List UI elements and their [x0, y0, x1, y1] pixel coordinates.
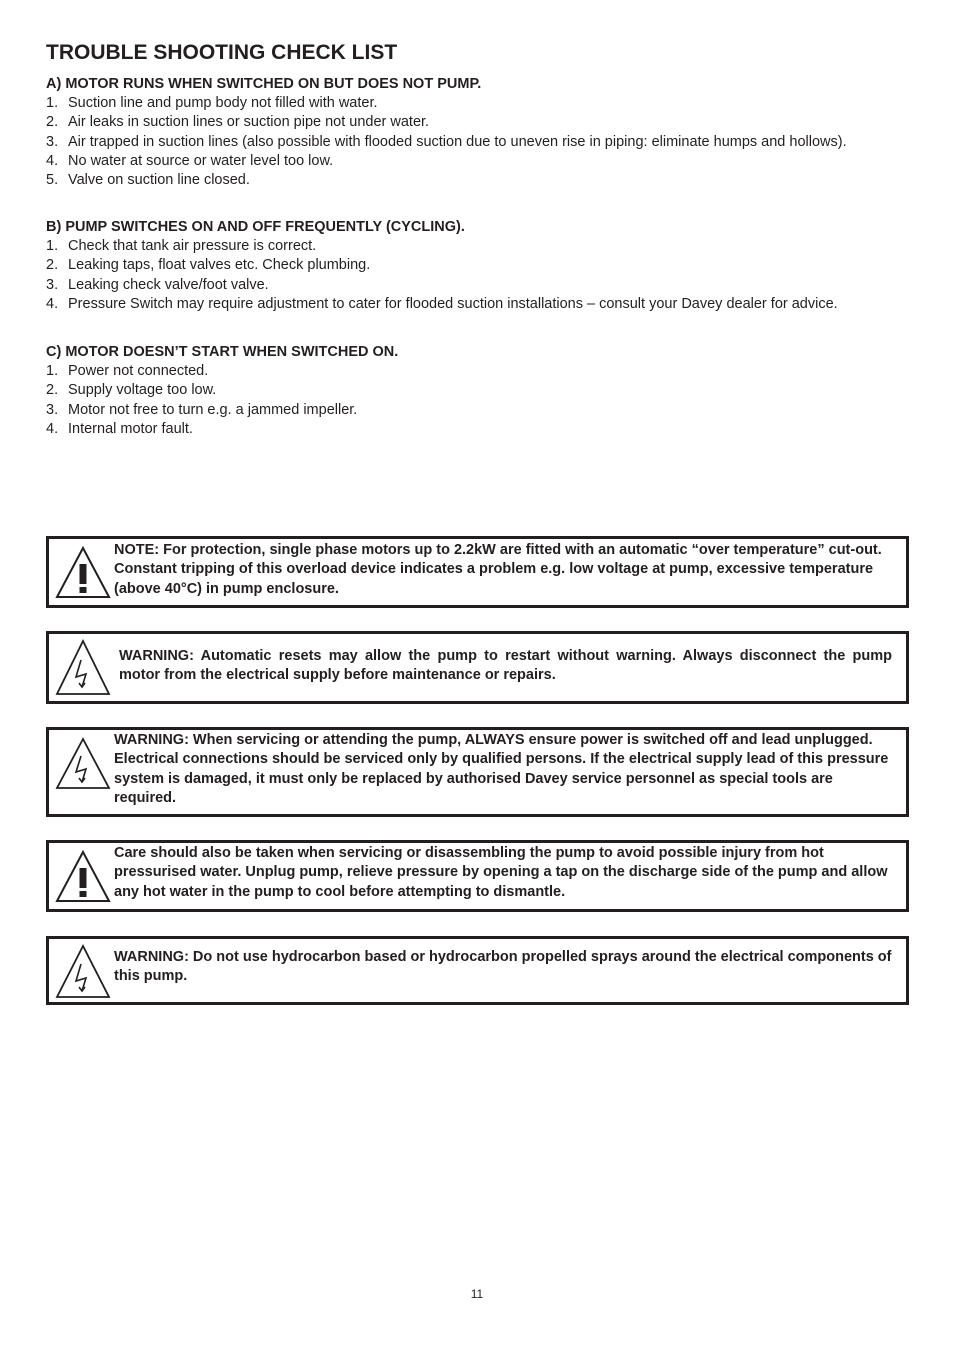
- list-item: [46, 381, 910, 400]
- item-number: 4.: [46, 420, 59, 437]
- item-text: Valve on suction line closed.: [68, 172, 250, 189]
- list-item: [46, 256, 910, 275]
- list-item: [46, 113, 910, 132]
- warning-text: WARNING: Automatic resets may allow the pump to restart without warning. Always disconnect the pump motor from the electrical supply before maintenance or repairs.: [119, 648, 892, 684]
- page-title: TROUBLE SHOOTING CHECK LIST: [46, 41, 398, 64]
- item-text: Air leaks in suction lines or suction pipe not under water.: [68, 114, 430, 131]
- item-number: 4.: [46, 295, 59, 312]
- warning-box: [46, 631, 909, 704]
- item-text: Pressure Switch may require adjustment to cater for flooded suction installations – consult your Davey dealer for advice.: [68, 295, 838, 312]
- section-heading: C) MOTOR DOESN’T START WHEN SWITCHED ON.: [46, 344, 399, 360]
- list-item: [46, 420, 910, 439]
- item-number: 3.: [46, 133, 59, 150]
- note-text: NOTE: For protection, single phase motors up to 2.2kW are fitted with an automatic “over temperature” cut-out. Constant tripping of this overload device indicates a problem e.g. low voltage at pump, excessive temperature (above 40°C) in pump enclosure.: [114, 542, 882, 597]
- caution-box: [46, 840, 909, 912]
- section-heading: A) MOTOR RUNS WHEN SWITCHED ON BUT DOES NOT PUMP.: [46, 76, 482, 92]
- section-b: [46, 218, 910, 314]
- item-number: 2.: [46, 257, 59, 274]
- page-number: 11: [470, 1287, 484, 1301]
- electrical-hazard-icon: [55, 943, 111, 999]
- item-number: 4.: [46, 152, 59, 169]
- item-number: 2.: [46, 114, 59, 131]
- caution-text: Care should also be taken when servicing or disassembling the pump to avoid possible injury from hot pressurised water. Unplug pump, relieve pressure by opening a tap on the discharge side of the pump and allow any hot water in the pump to cool before attempting to dismantle.: [114, 845, 888, 900]
- warning-text: WARNING: Do not use hydrocarbon based or hydrocarbon propelled sprays around the electrical components of this pump.: [114, 949, 892, 985]
- item-number: 2.: [46, 382, 59, 399]
- warning-box: [46, 936, 909, 1005]
- item-text: Leaking taps, float valves etc. Check plumbing.: [68, 257, 371, 274]
- item-text: Leaking check valve/foot valve.: [68, 276, 269, 293]
- list-item: [46, 171, 910, 190]
- checklist: [46, 94, 910, 190]
- electrical-hazard-icon: [55, 736, 111, 790]
- warning-box: [46, 727, 909, 817]
- list-item: [46, 133, 910, 152]
- item-number: 5.: [46, 172, 59, 189]
- item-text: No water at source or water level too low.: [68, 152, 334, 169]
- item-text: Supply voltage too low.: [68, 382, 217, 399]
- list-item: [46, 94, 910, 113]
- item-number: 3.: [46, 401, 59, 418]
- section-heading: B) PUMP SWITCHES ON AND OFF FREQUENTLY (CYCLING).: [46, 219, 465, 235]
- item-text: Check that tank air pressure is correct.: [68, 238, 317, 255]
- checklist: [46, 237, 910, 314]
- item-text: Suction line and pump body not filled with water.: [68, 95, 378, 112]
- item-number: 1.: [46, 363, 59, 380]
- item-number: 1.: [46, 238, 59, 255]
- list-item: [46, 237, 910, 256]
- item-number: 3.: [46, 276, 59, 293]
- item-text: Air trapped in suction lines (also possible with flooded suction due to uneven rise in piping: eliminate humps and hollows).: [68, 133, 847, 150]
- list-item: [46, 152, 910, 171]
- item-text: Internal motor fault.: [68, 420, 193, 437]
- list-item: [46, 401, 910, 420]
- note-box: [46, 536, 909, 608]
- exclamation-triangle-icon: [55, 849, 111, 903]
- checklist: [46, 362, 910, 439]
- item-text: Motor not free to turn e.g. a jammed impeller.: [68, 401, 358, 418]
- item-text: Power not connected.: [68, 363, 209, 380]
- list-item: [46, 295, 910, 314]
- list-item: [46, 276, 910, 295]
- electrical-hazard-icon: [55, 638, 111, 696]
- section-a: [46, 75, 910, 190]
- warning-text: WARNING: When servicing or attending the pump, ALWAYS ensure power is switched off and lead unplugged. Electrical connections should be serviced only by qualified persons. If the electrical supply lead of this pressure system is damaged, it must only be replaced by authorised Davey service personnel as special tools are required.: [114, 732, 889, 807]
- list-item: [46, 362, 910, 381]
- section-c: [46, 343, 910, 439]
- exclamation-triangle-icon: [55, 545, 111, 599]
- item-number: 1.: [46, 95, 59, 112]
